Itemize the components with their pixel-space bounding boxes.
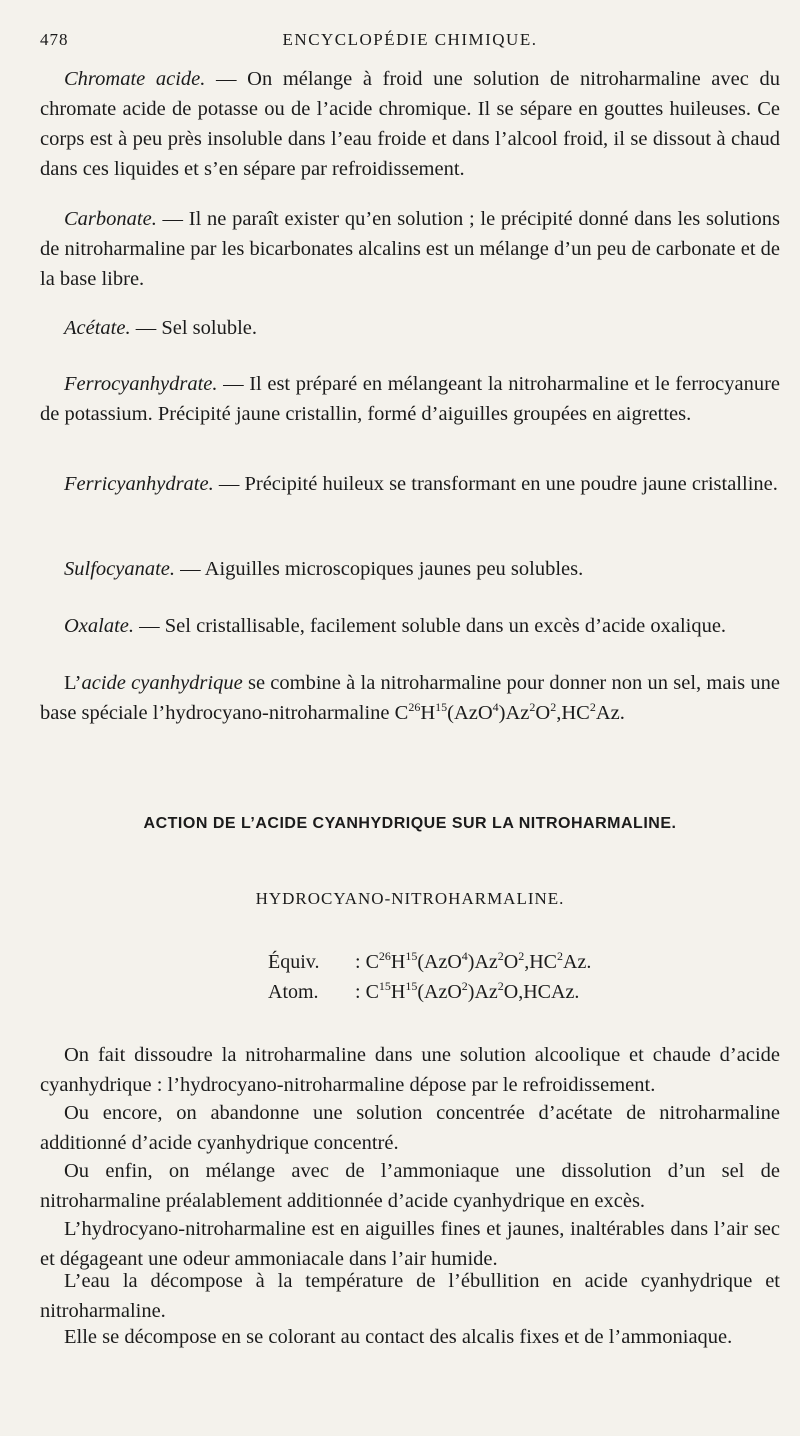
text-carbonate: — Il ne paraît exister qu’en solution ; le précipité donné dans les solutions de nitroharmaline par les bicarbonates alcalins est un mélange d’un peu de carbonate et de la base libre. [40,208,780,290]
paragraph-properties: L’hydrocyano-nitroharmaline est en aiguilles fines et jaunes, inaltérables dans l’air sec et dégageant une odeur ammoniacale dans l’air humide. [40,1218,780,1270]
page-header [40,30,780,56]
paragraph-carbonate [40,204,780,294]
paragraph-ferrocyanhydrate [40,369,780,429]
formula-equiv-label: Équiv. [268,951,320,973]
text-acetate: — Sel soluble. [130,317,258,339]
term-chromate: Chromate acide. [64,68,206,90]
text-ferrocyanhydrate: — Il est préparé en mélangeant la nitroharmaline et le ferrocyanure de potassium. Précipité jaune cristallin, formé d’aiguilles groupées en aigrettes. [40,373,780,425]
section-title: ACTION DE L’ACIDE CYANHYDRIQUE SUR LA NITROHARMALINE. [143,815,677,832]
compound-subtitle: HYDROCYANO-NITROHARMALINE. [255,889,565,908]
page-number: 478 [40,30,69,49]
inline-formula: $C^{26}H^{15}(AzO^4)Az^2O^2,HC^2Az$. [394,700,625,724]
term-ferricyanhydrate: Ferricyanhydrate. [64,473,214,495]
text-acide-cyanhydrique: se combine à la nitroharmaline pour donner non un sel, mais une base spéciale l’hydrocyano-nitroharmaline [40,672,781,724]
term-carbonate: Carbonate. [64,208,157,230]
lead-article: L’ [64,672,82,694]
term-acide-cyanhydrique: acide cyanhydrique [81,672,243,694]
term-ferrocyanhydrate: Ferrocyanhydrate. [64,373,218,395]
text-oxalate: — Sel cristallisable, facilement soluble dans un excès d’acide oxalique. [134,615,727,637]
paragraph-acetate [40,313,780,343]
term-acetate: Acétate. [64,317,131,339]
paragraph-oxalate [40,611,780,641]
running-title: ENCYCLOPÉDIE CHIMIQUE. [282,30,538,49]
paragraph-preparation-1: On fait dissoudre la nitroharmaline dans une solution alcoolique et chaude d’acide cyanhydrique : l’hydrocyano-nitroharmaline dépose par le refroidissement. [40,1044,780,1096]
text-chromate: — On mélange à froid une solution de nitroharmaline avec du chromate acide de potasse ou de l’acide chromique. Il se sépare en gouttes huileuses. Ce corps est à peu près insoluble dans l’eau froide et dans l’alcool froid, il se dissout à chaud dans ces liquides et s’en sépare par refroidissement. [40,68,780,180]
paragraph-preparation-3: Ou enfin, on mélange avec de l’ammoniaque une dissolution d’un sel de nitroharmaline préalablement additionnée d’acide cyanhydrique en excès. [40,1160,780,1212]
paragraph-decomposition-alkali: Elle se décompose en se colorant au contact des alcalis fixes et de l’ammoniaque. [64,1326,733,1348]
text-ferricyanhydrate: — Précipité huileux se transformant en une poudre jaune cristalline. [213,473,778,495]
paragraph-preparation-2: Ou encore, on abandonne une solution concentrée d’acétate de nitroharmaline additionné d’acide cyanhydrique concentré. [40,1102,780,1154]
formula-equiv: Équiv. : $C^{26}H^{15}(AzO^4)Az^2O^2,HC^2Az$. [268,949,592,973]
term-oxalate: Oxalate. [64,615,135,637]
formula-atom-label: Atom. [268,981,319,1003]
paragraph-ferricyanhydrate [40,469,780,499]
text-sulfocyanate: — Aiguilles microscopiques jaunes peu solubles. [175,558,584,580]
paragraph-chromate [40,64,780,184]
paragraph-acide-cyanhydrique [40,668,780,728]
paragraph-decomposition-water: L’eau la décompose à la température de l’ébullition en acide cyanhydrique et nitroharmaline. [40,1270,780,1322]
term-sulfocyanate: Sulfocyanate. [64,558,176,580]
paragraph-sulfocyanate [40,554,780,584]
formula-atom: Atom. : $C^{15}H^{15}(AzO^2)Az^2O,HCAz$. [268,979,580,1003]
